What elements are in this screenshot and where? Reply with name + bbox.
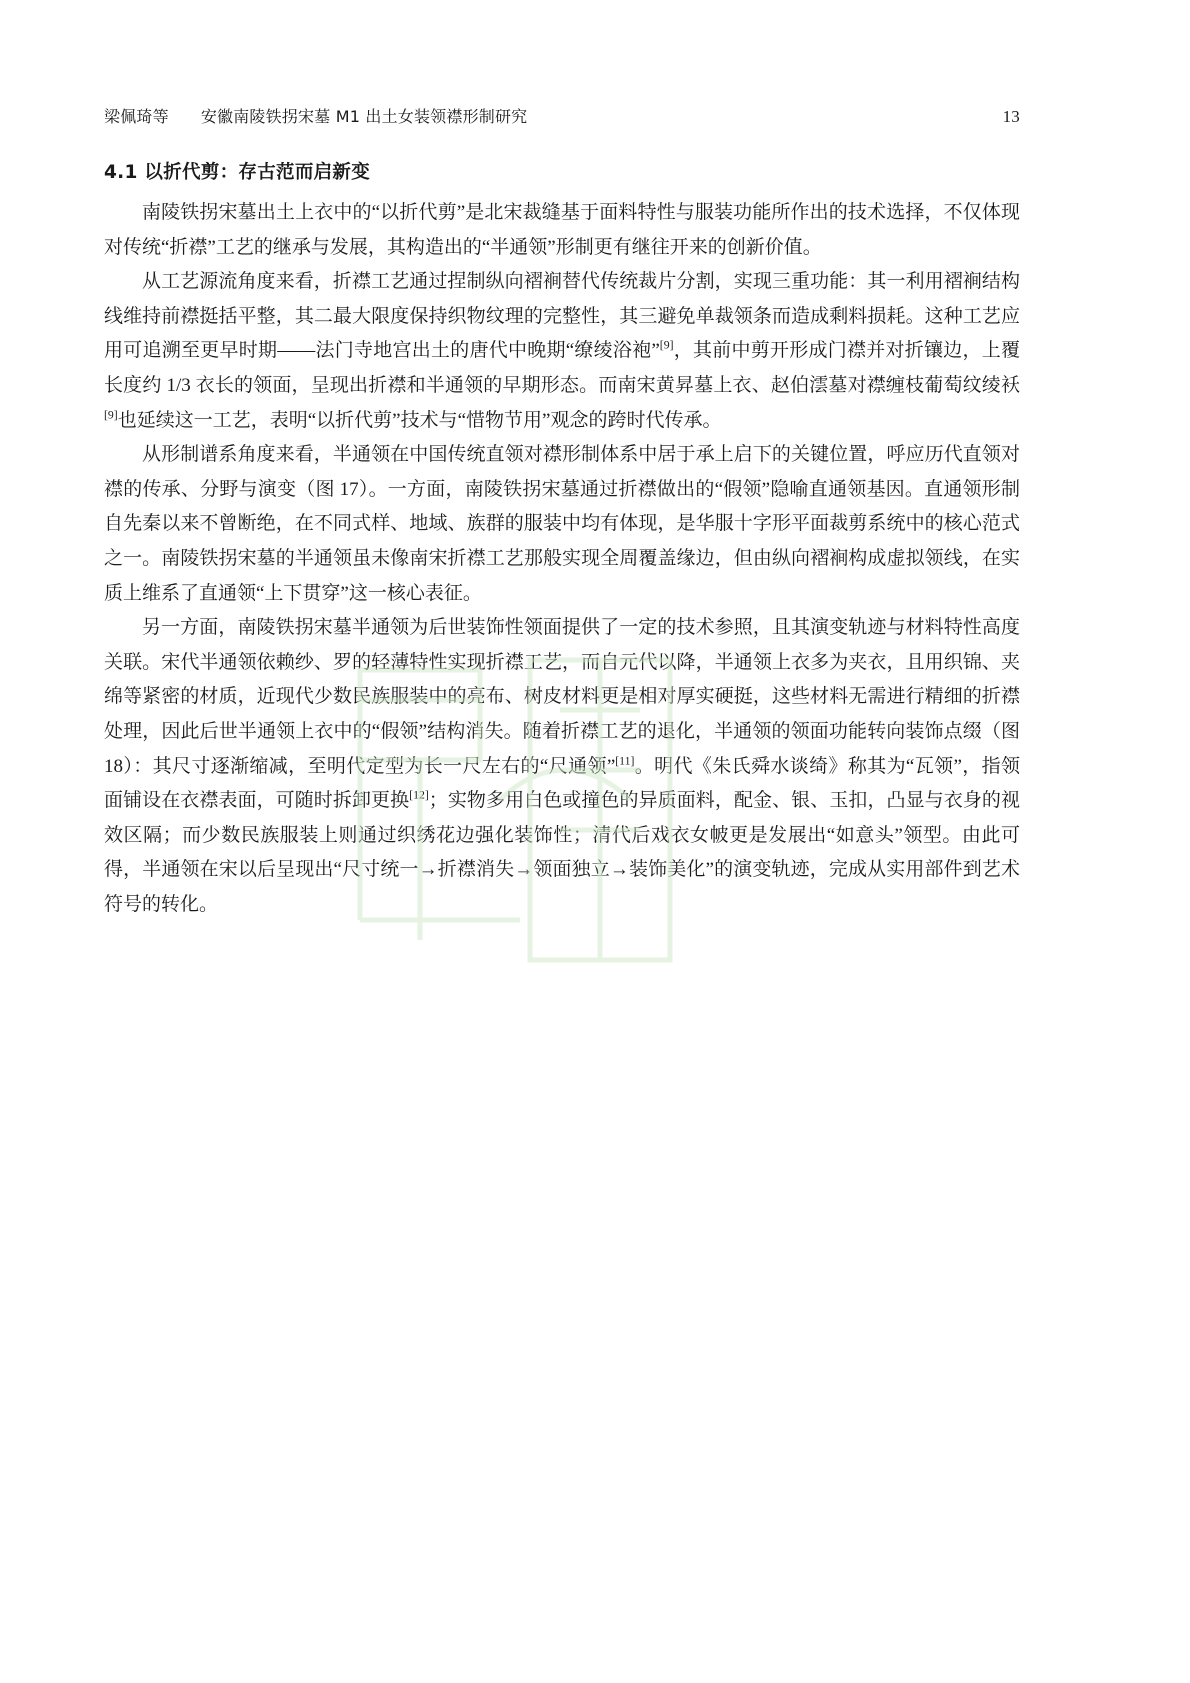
page-header <box>104 104 1020 127</box>
page-number: 13 <box>1002 107 1020 126</box>
paragraph-4-text: 另一方面，南陵铁拐宋墓半通领为后世装饰性领面提供了一定的技术参照，且其演变轨迹与材料特性高度关联。宋代半通领依赖纱、罗的轻薄特性实现折襟工艺，而自元代以降，半通领上衣多为夹衣，且用织锦、夹绵等紧密的材质，近现代少数民族服装中的亮布、树皮材料更是相对厚实硬挺，这些材料无需进行精细的折襟处理，因此后世半通领上衣中的“假领”结构消失。随着折襟工艺的退化，半通领的领面功能转向装饰点缀（图 18）：其尺寸逐渐缩减，至明代定型为长一尺左右的“尺通领”[11]。明代《朱氏舜水谈绮》称其为“瓦领”，指领面铺设在衣襟表面，可随时拆卸更换[12]；实物多用白色或撞色的异质面料，配金、银、玉扣，凸显与衣身的视效区隔；而少数民族服装上则通过织绣花边强化装饰性；清代后戏衣女帔更是发展出“如意头”领型。由此可得，半通领在宋以后呈现出“尺寸统一→折襟消失→领面独立→装饰美化”的演变轨迹，完成从实用部件到艺术符号的转化。 <box>104 617 1020 915</box>
paragraph-2-text: 从工艺源流角度来看，折襟工艺通过捏制纵向褶裥替代传统裁片分割，实现三重功能：其一利用褶裥结构线维持前襟挺括平整，其二最大限度保持织物纹理的完整性，其三避免单裁领条而造成剩料损耗。这种工艺应用可追溯至更早时期——法门寺地宫出土的唐代中晚期“缭绫浴袍”[9]，其前中剪开形成门襟并对折镶边，上覆长度约 1/3 衣长的领面，呈现出折襟和半通领的早期形态。而南宋黄昇墓上衣、赵伯澐墓对襟缠枝葡萄纹绫袄[9]也延续这一工艺，表明“以折代剪”技术与“惜物节用”观念的跨时代传承。 <box>104 271 1020 431</box>
body-text <box>104 196 1020 922</box>
header-author: 梁佩琦等 <box>104 107 169 126</box>
paragraph-4 <box>104 611 1020 922</box>
header-title: 安徽南陵铁拐宋墓 M1 出土女装领襟形制研究 <box>200 107 528 126</box>
paragraph-3-text: 从形制谱系角度来看，半通领在中国传统直领对襟形制体系中居于承上启下的关键位置，呼应历代直领对襟的传承、分野与演变（图 17）。一方面，南陵铁拐宋墓通过折襟做出的“假领”隐喻直通领基因。直通领形制自先秦以来不曾断绝，在不同式样、地域、族群的服装中均有体现，是华服十字形平面裁剪系统中的核心范式之一。南陵铁拐宋墓的半通领虽未像南宋折襟工艺那般实现全周覆盖缘边，但由纵向褶裥构成虚拟领线，在实质上维系了直通领“上下贯穿”这一核心表征。 <box>104 444 1020 604</box>
paragraph-1 <box>104 196 1020 265</box>
page-header-left <box>104 104 527 127</box>
paragraph-1-text: 南陵铁拐宋墓出土上衣中的“以折代剪”是北宋裁缝基于面料特性与服装功能所作出的技术选择，不仅体现对传统“折襟”工艺的继承与发展，其构造出的“半通领”形制更有继往开来的创新价值。 <box>104 202 1020 258</box>
paragraph-3 <box>104 438 1020 611</box>
section-heading: 4.1 以折代剪：存古范而启新变 <box>104 162 371 183</box>
paragraph-2 <box>104 265 1020 438</box>
